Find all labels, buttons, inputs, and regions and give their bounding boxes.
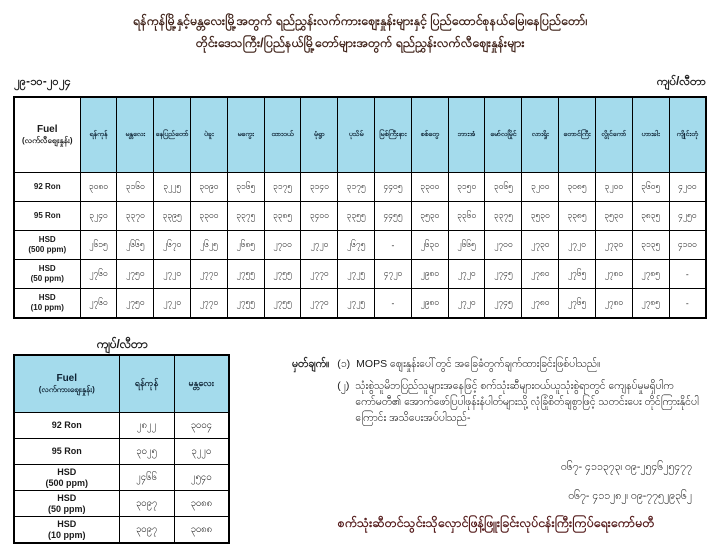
city-header: ဟားခါး — [632, 97, 669, 173]
city-header: မန္တလေး — [174, 355, 229, 413]
city-header: ထားဝယ် — [264, 97, 301, 173]
city-header: မော်လမြိုင် — [485, 97, 522, 173]
price-cell: ၃၀၉၇ — [119, 517, 174, 544]
fuel-row-label — [14, 465, 119, 491]
price-cell: ၄၄၅၅ — [375, 202, 412, 231]
price-cell: ၂၇၈၀ — [595, 260, 632, 289]
price-cell: ၃၃၅၅ — [338, 202, 375, 231]
price-cell: ၂၇၅၅ — [227, 289, 264, 319]
fuel-row-label-line: HSD — [38, 264, 56, 273]
date-row — [14, 74, 706, 90]
price-cell: ၃၀၈၀ — [80, 173, 117, 202]
table-fuel-header — [14, 97, 80, 173]
price-cell: ၂၆၁၅ — [80, 231, 117, 260]
price-cell: ၃၃၇၀ — [117, 202, 154, 231]
price-cell: ၂၇၂၅ — [338, 289, 375, 319]
price-cell: ၂၇၈၀ — [595, 289, 632, 319]
price-cell: - — [669, 260, 706, 289]
price-cell: ၂၇၀၀ — [264, 231, 301, 260]
price-cell: - — [375, 231, 412, 260]
price-cell: ၂၇၅၅ — [264, 289, 301, 319]
fuel-row-label-line: HSD — [57, 466, 77, 477]
fuel-row-label-line: 95 Ron — [51, 446, 82, 456]
price-cell: ၂၆၆၅ — [448, 231, 485, 260]
price-cell: ၃၂၄၀ — [80, 202, 117, 231]
document-title — [10, 10, 710, 54]
fuel-row-label — [14, 260, 80, 289]
phone-line-2: ၀၆၇- ၄၁၁၂၈၂၊ ၀၉-၇၇၅၂၉၃၆၂ — [568, 490, 692, 502]
fuel-row-label-line: HSD — [57, 518, 77, 529]
price-cell: ၂၇၆၅ — [559, 289, 596, 319]
price-cell: - — [375, 289, 412, 319]
price-cell: ၂၆၈၅ — [227, 231, 264, 260]
price-cell: ၃၆၀၅ — [632, 173, 669, 202]
fuel-row-label — [14, 517, 119, 544]
phone-line-1: ၀၆၇- ၄၁၁၃၇၃၊ ၀၉-၂၅၄၆၂၅၄၇၇ — [560, 461, 692, 473]
price-cell: ၂၇၇၀ — [190, 260, 227, 289]
price-row — [14, 465, 229, 491]
price-cell: ၃၈၃၅ — [632, 202, 669, 231]
price-cell: ၂၇၂၀ — [559, 231, 596, 260]
note-item-1 — [292, 356, 704, 372]
price-cell: ၂၇၂၀ — [154, 260, 191, 289]
price-row — [14, 289, 706, 319]
price-cell: ၃၃၀၀ — [411, 173, 448, 202]
price-cell: ၃၂၀၀ — [595, 173, 632, 202]
city-header: မန္တလေး — [117, 97, 154, 173]
unit-label-top: ကျပ်/လီတာ — [656, 76, 706, 88]
fuel-row-label — [14, 289, 80, 319]
price-cell: ၂၆၃၀ — [411, 231, 448, 260]
price-cell: ၃၃၈၅ — [559, 202, 596, 231]
fuel-row-label — [14, 413, 119, 439]
price-row — [14, 439, 229, 465]
price-cell: ၂၇၀၀ — [485, 231, 522, 260]
table-fuel-header — [14, 355, 119, 413]
retail-price-table-container — [13, 96, 707, 319]
price-cell: ၂၇၇၀ — [301, 289, 338, 319]
price-row — [14, 202, 706, 231]
price-cell: ၃၂၀၀ — [522, 173, 559, 202]
price-cell: ၃၁၆၀ — [117, 173, 154, 202]
city-header: မြစ်ကြီးနား — [375, 97, 412, 173]
notes-label: မှတ်ချက်။ — [292, 358, 330, 370]
price-cell: ၂၇၃၀ — [522, 231, 559, 260]
note-item-2 — [292, 378, 704, 426]
fuel-row-label-line: HSD — [38, 235, 56, 244]
city-header: ပုသိမ် — [338, 97, 375, 173]
note2-text: သုံးစွဲသူမိဘပြည်သူများအနေဖြင့် စက်သုံးဆီများဝယ်ယူသုံးစွဲရာတွင် ကျေနပ်မှုမရှိပါက ကော်မတီ၏ အောက်ဖော်ပြပါဖုန်းနံပါတ်များသို့ လုံခြုံစိတ်ချစွာဖြင့် သတင်းပေး တိုင်ကြားနိုင်ပါကြောင်း အသိပေးအပ်ပါသည်- — [355, 380, 699, 424]
price-cell: ၂၇၇၀ — [301, 260, 338, 289]
fuel-header-line2: (လက်လီဈေးနှုန်း) — [22, 135, 73, 145]
price-cell: ၂၆၆၅ — [117, 231, 154, 260]
city-header: ကျိုင်းတုံ — [669, 97, 706, 173]
price-cell: ၃၃၇၅ — [485, 202, 522, 231]
fuel-row-label-line: HSD — [38, 293, 56, 302]
price-cell: - — [669, 289, 706, 319]
retail-price-table — [13, 96, 707, 319]
fuel-row-label — [14, 439, 119, 465]
price-cell: ၂၇၄၅ — [485, 260, 522, 289]
price-cell: ၃၀၈၈ — [174, 517, 229, 544]
price-cell: ၂၇၇၀ — [190, 289, 227, 319]
price-cell: ၂၇၆၅ — [559, 260, 596, 289]
price-cell: ၃၁၅၀ — [448, 173, 485, 202]
price-cell: ၂၇၂၅ — [338, 260, 375, 289]
city-header: နေပြည်တော် — [154, 97, 191, 173]
price-cell: ၂၉၈၀ — [411, 289, 448, 319]
city-header: ရန်ကုန် — [80, 97, 117, 173]
price-row — [14, 231, 706, 260]
notes-section — [292, 356, 704, 430]
fuel-row-label-line: 92 Ron — [51, 420, 82, 430]
fuel-row-label-line: (500 ppm) — [45, 477, 88, 488]
price-cell: ၄၄၀၅ — [375, 173, 412, 202]
price-cell: ၄၂၅၀ — [669, 202, 706, 231]
price-cell: ၃၁၄၀ — [301, 173, 338, 202]
price-cell: ၂၅၄၀ — [174, 465, 229, 491]
city-header: ပဲခူး — [190, 97, 227, 173]
price-cell: ၃၀၉၀ — [190, 173, 227, 202]
header-row — [14, 355, 229, 413]
fuel-row-label-line: (10 ppm) — [30, 303, 64, 312]
fuel-row-label-line: 92 Ron — [33, 182, 61, 191]
price-cell: ၂၇၅၀ — [117, 289, 154, 319]
price-cell: ၃၃၈၅ — [264, 202, 301, 231]
note1-number: (၁) — [337, 358, 351, 370]
price-cell: ၂၇၄၅ — [485, 289, 522, 319]
fuel-row-label-line: (50 ppm) — [30, 274, 64, 283]
wholesale-price-table-container — [13, 354, 230, 544]
fuel-header-line1: Fuel — [56, 372, 78, 384]
city-header: မကွေး — [227, 97, 264, 173]
fuel-row-label-line: (50 ppm) — [47, 503, 86, 514]
city-header: ရန်ကုန် — [119, 355, 174, 413]
price-cell: ၂၇၈၅ — [632, 289, 669, 319]
note1-text: MOPS ဈေးနှုန်းပေါ်တွင် အခြေခံတွက်ချက်ထားခြင်းဖြစ်ပါသည်။ — [356, 358, 601, 370]
price-cell: ၃၁၇၅ — [338, 173, 375, 202]
header-row — [14, 97, 706, 173]
price-row — [14, 491, 229, 517]
fuel-row-label-line: (10 ppm) — [47, 529, 86, 540]
price-cell: ၃၀၉၇ — [119, 491, 174, 517]
price-cell: ၂၇၆၀ — [80, 260, 117, 289]
price-cell: ၃၄၀၀ — [301, 202, 338, 231]
price-cell: ၂၇၂၀ — [448, 289, 485, 319]
phone-numbers — [561, 460, 692, 518]
price-cell: ၃၁၃၅ — [632, 231, 669, 260]
price-cell: ၂၇၅၅ — [264, 260, 301, 289]
price-cell: ၂၇၈၀ — [522, 289, 559, 319]
price-cell: ၂၆၇၀ — [154, 231, 191, 260]
price-cell: ၂၈၂၂ — [119, 413, 174, 439]
city-header: တောင်ကြီး — [559, 97, 596, 173]
fuel-row-label — [14, 202, 80, 231]
price-cell: ၃၀၈၅ — [559, 173, 596, 202]
fuel-row-label-line: HSD — [57, 492, 77, 503]
price-cell: ၃၅၃၀ — [411, 202, 448, 231]
price-cell: ၄၇၂၀ — [375, 260, 412, 289]
price-cell: ၃၃၆၀ — [448, 202, 485, 231]
price-cell: ၃၂၂၀ — [174, 439, 229, 465]
price-cell: ၃၃၉၅ — [154, 202, 191, 231]
fuel-row-label-line: (500 ppm) — [28, 245, 67, 254]
city-header: လွိုင်ကော် — [595, 97, 632, 173]
price-cell: ၃၅၃၀ — [522, 202, 559, 231]
price-cell: ၃၁၇၅ — [264, 173, 301, 202]
price-cell: ၂၇၆၀ — [80, 289, 117, 319]
date-label: ၂၉-၁၀-၂၀၂၄ — [14, 76, 71, 88]
price-cell: ၂၇၂၀ — [154, 289, 191, 319]
price-cell: ၃၅၃၀ — [595, 202, 632, 231]
fuel-header-line2: (လက်ကားဈေးနှုန်း) — [38, 384, 95, 394]
note2-number: (၂) — [337, 380, 350, 392]
city-header: လားရှိုး — [522, 97, 559, 173]
price-cell: ၃၃၀၀ — [190, 202, 227, 231]
price-cell: ၃၁၆၅ — [227, 173, 264, 202]
price-cell: ၄၂၀၀ — [669, 173, 706, 202]
price-cell: ၂၆၇၅ — [338, 231, 375, 260]
committee-name: စက်သုံးဆီတင်သွင်းသိုလှောင်ဖြန့်ဖြူးခြင်းလုပ်ငန်းကြီးကြပ်ရေးကော်မတီ — [337, 516, 655, 530]
price-cell: ၃၀၂၅ — [119, 439, 174, 465]
price-row — [14, 260, 706, 289]
price-cell: ၂၇၈၀ — [522, 260, 559, 289]
price-cell: ၂၉၈၀ — [411, 260, 448, 289]
price-cell: ၄၁၀၀ — [669, 231, 706, 260]
price-cell: ၂၄၆၆ — [119, 465, 174, 491]
price-cell: ၂၇၃၀ — [595, 231, 632, 260]
price-cell: ၃၀၆၅ — [485, 173, 522, 202]
city-header: မုံရွာ — [301, 97, 338, 173]
price-cell: ၃၀၈၈ — [174, 491, 229, 517]
fuel-row-label — [14, 231, 80, 260]
document-title-line2: တိုင်းဒေသကြီး/ပြည်နယ်မြို့တော်များအတွက် ရည်ညွှန်းလက်လီဈေးနှုန်းများ — [195, 36, 525, 50]
price-cell: ၃၂၂၅ — [154, 173, 191, 202]
fuel-row-label — [14, 491, 119, 517]
price-cell: ၂၇၂၀ — [301, 231, 338, 260]
fuel-header-line1: Fuel — [36, 123, 58, 135]
price-row — [14, 517, 229, 544]
fuel-row-label-line: 95 Ron — [33, 211, 61, 220]
fuel-row-label — [14, 173, 80, 202]
price-cell: ၃၀၀၄ — [174, 413, 229, 439]
price-cell: ၂၇၅၀ — [117, 260, 154, 289]
price-row — [14, 173, 706, 202]
price-cell: ၂၆၂၅ — [190, 231, 227, 260]
unit-label-wholesale: ကျပ်/လီတာ — [96, 337, 148, 351]
price-row — [14, 413, 229, 439]
price-cell: ၂၇၈၅ — [632, 260, 669, 289]
price-cell: ၃၃၇၅ — [227, 202, 264, 231]
price-cell: ၂၇၂၀ — [448, 260, 485, 289]
document-title-line1: ရန်ကုန်မြို့နှင့်မန္တလေးမြို့အတွက် ရည်ညွှန်းလက်ကားဈေးနှုန်းများနှင့် ပြည်ထောင်စုနယ်မြေ၊နေပြည်တော်၊ — [132, 14, 588, 28]
price-cell: ၂၇၅၅ — [227, 260, 264, 289]
wholesale-price-table — [13, 354, 230, 544]
city-header: စစ်တွေ — [411, 97, 448, 173]
city-header: ဘားအံ — [448, 97, 485, 173]
